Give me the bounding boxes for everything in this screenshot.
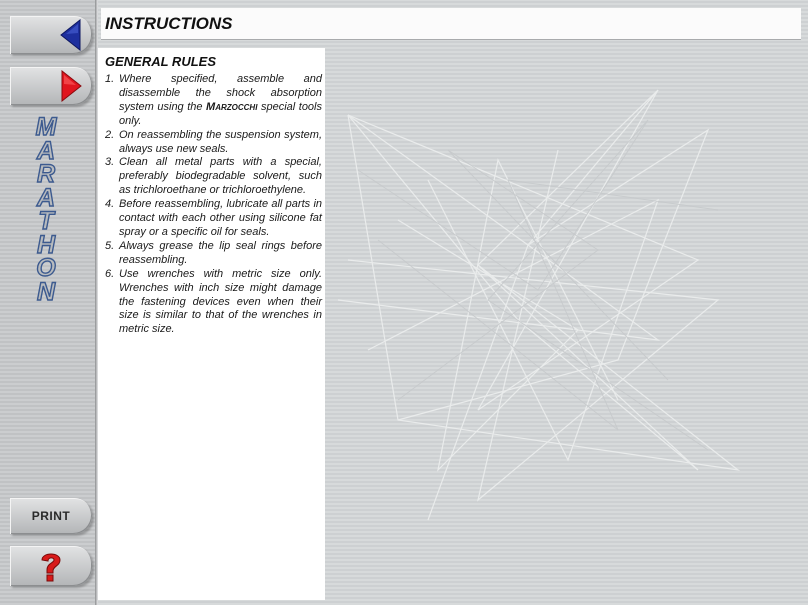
list-item-number: 6. bbox=[105, 267, 115, 280]
list-item-text: Where specified, assemble and disassemble the shock absorption system using the bbox=[119, 73, 322, 113]
list-item-number: 1. bbox=[105, 73, 115, 85]
brand-letter: T bbox=[38, 207, 54, 235]
page-title: INSTRUCTIONS bbox=[105, 13, 233, 33]
list-item bbox=[105, 156, 322, 198]
list-item-text: Before reassembling, lubricate all parts in contact with each other using silicone fat spray or a specific oil for seals. bbox=[119, 198, 322, 238]
list-item-number: 2. bbox=[105, 128, 115, 141]
list-item bbox=[105, 129, 322, 157]
list-item-text: special tools only. bbox=[119, 100, 322, 127]
brand-logo bbox=[26, 113, 66, 306]
content-panel bbox=[98, 48, 325, 600]
help-button[interactable] bbox=[10, 546, 92, 586]
back-button[interactable] bbox=[10, 16, 92, 54]
list-item-text: On reassembling the suspension system, always use new seals. bbox=[119, 128, 322, 155]
print-button[interactable] bbox=[10, 498, 92, 534]
list-item bbox=[105, 240, 322, 268]
question-mark-icon bbox=[38, 549, 64, 583]
brand-name: Marzocchi bbox=[206, 100, 258, 113]
sidebar bbox=[0, 0, 95, 605]
list-item-text: Clean all metal parts with a special, preferably biodegradable solvent, such as trichloroethane or trichloroethylene. bbox=[119, 156, 322, 197]
rules-list bbox=[105, 73, 322, 337]
brand-letter: O bbox=[36, 254, 56, 282]
title-bar bbox=[101, 8, 801, 40]
brand-letter: A bbox=[36, 183, 56, 212]
right-arrow-icon bbox=[60, 70, 82, 102]
list-item bbox=[105, 73, 322, 129]
forward-button[interactable] bbox=[10, 67, 92, 105]
list-item-number: 5. bbox=[105, 239, 115, 252]
list-item-text: Always grease the lip seal rings before reassembling. bbox=[119, 239, 322, 266]
brand-letter: A bbox=[36, 136, 56, 165]
print-button-label: PRINT bbox=[31, 509, 71, 523]
list-item bbox=[105, 268, 322, 338]
list-item-text: Use wrenches with metric size only. Wrenches with inch size might damage the fastening devices even when their size is similar to that of the wrenches in metric size. bbox=[119, 267, 322, 336]
brand-letter: N bbox=[36, 277, 56, 306]
section-title: GENERAL RULES bbox=[105, 54, 216, 69]
brand-letter: M bbox=[35, 113, 57, 141]
brand-letter: R bbox=[36, 160, 56, 188]
list-item bbox=[105, 198, 322, 240]
list-item-number: 3. bbox=[105, 156, 115, 169]
left-arrow-icon bbox=[60, 19, 82, 51]
list-item-number: 4. bbox=[105, 198, 115, 211]
brand-letter: H bbox=[36, 230, 56, 259]
